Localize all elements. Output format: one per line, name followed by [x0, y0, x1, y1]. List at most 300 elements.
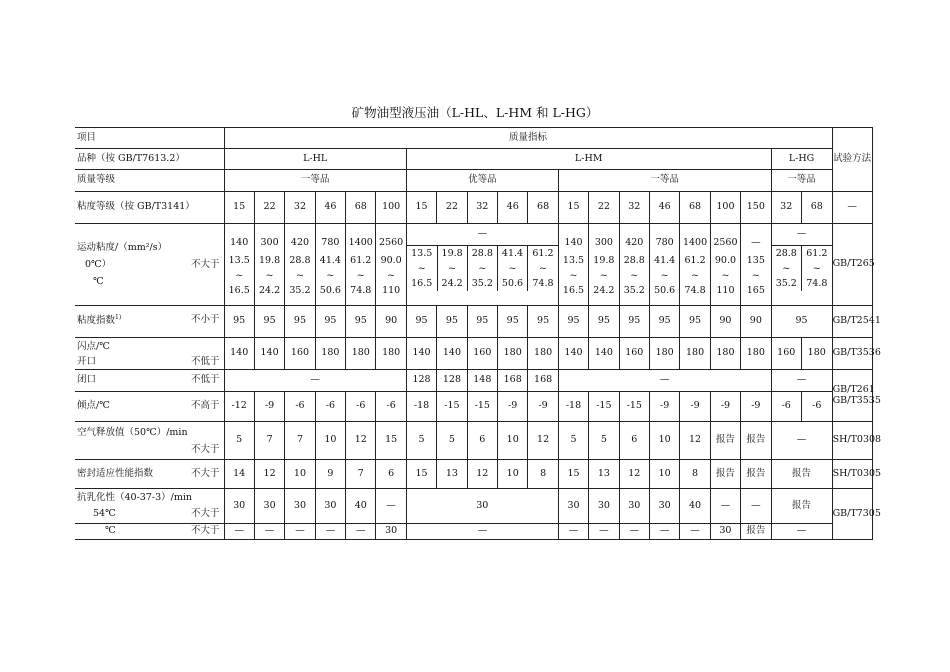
viscosity-min: 19.8 [593, 254, 615, 266]
method-cell: GB/T265 [832, 224, 872, 306]
header-row-grade [75, 170, 872, 192]
dash-cell: — [771, 524, 832, 540]
viscosity-40c: — [751, 236, 761, 248]
viscosity-min: 13.5 [411, 247, 433, 259]
viscosity-max: 50.6 [319, 284, 341, 296]
emul-cell: 30 [710, 524, 740, 540]
viscosity-min: 41.4 [319, 254, 341, 266]
viscosity-min: 135 [746, 254, 765, 266]
vi-cell: 95 [558, 306, 588, 338]
method-cell: GB/T2541 [832, 306, 872, 338]
emul-cell: — [315, 524, 345, 540]
viscosity-range-cell [315, 224, 345, 306]
viscosity-min: 19.8 [259, 254, 281, 266]
seal-index-row [75, 460, 872, 489]
vi-cell: 95 [589, 306, 619, 338]
emul-cell: 30 [558, 489, 588, 524]
viscosity-range-cell [772, 245, 802, 291]
seal-cell: 13 [437, 460, 467, 489]
air-cell: 5 [437, 422, 467, 460]
viscosity-max: 110 [382, 284, 401, 296]
flash-closed-label [75, 370, 224, 392]
viscosity-grade-cell: 68 [680, 192, 710, 224]
emul-r1-limit: 不大于 [190, 508, 220, 519]
emul-cell: — [741, 489, 771, 524]
kinematic-label-temp2: ℃ [93, 276, 104, 287]
pour-cell: -6 [801, 392, 832, 422]
flash-open-cell: 140 [224, 338, 254, 370]
vi-cell: 95 [619, 306, 649, 338]
flash-open-cell: 180 [498, 338, 528, 370]
flash-closed-row [75, 370, 872, 392]
seal-cell: 12 [254, 460, 284, 489]
demulsibility-row-2 [75, 524, 872, 540]
grade-label: 质量等级 [75, 170, 224, 192]
emul-cell: 30 [254, 489, 284, 524]
emul-cell: — [710, 489, 740, 524]
flash-open-cell: 180 [649, 338, 679, 370]
viscosity-40c: 420 [625, 236, 644, 248]
viscosity-grade-cell: 46 [498, 192, 528, 224]
viscosity-40c: 780 [321, 236, 340, 248]
kinematic-viscosity-label [75, 224, 224, 306]
viscosity-max: 74.8 [684, 284, 706, 296]
item-label: 项目 [75, 128, 224, 149]
viscosity-min: 41.4 [501, 247, 524, 259]
pour-cell: -15 [467, 392, 497, 422]
method-cell: GB/T3536 [832, 338, 872, 370]
viscosity-range-cell [741, 224, 771, 306]
viscosity-40c: 1400 [682, 236, 708, 248]
seal-cell: 10 [285, 460, 315, 489]
viscosity-range-cell [285, 224, 315, 306]
viscosity-min: 13.5 [562, 254, 585, 266]
vi-cell: 95 [315, 306, 345, 338]
emul-cell: — [224, 524, 254, 540]
seal-cell: 15 [558, 460, 588, 489]
emul-cell: 30 [406, 489, 558, 524]
viscosity-range-cell [619, 224, 649, 306]
air-cell: 15 [376, 422, 406, 460]
viscosity-range-cell [802, 245, 832, 291]
method-pour-point: GB/T3535 [832, 394, 881, 406]
viscosity-grade-cell: 46 [315, 192, 345, 224]
emul-cell: 30 [376, 524, 406, 540]
air-release-label [75, 422, 224, 460]
vi-cell: 95 [528, 306, 558, 338]
kinematic-viscosity-row [75, 224, 872, 306]
viscosity-40c: 300 [260, 236, 279, 248]
pour-cell: -15 [619, 392, 649, 422]
viscosity-min: 41.4 [654, 254, 676, 266]
viscosity-40c: 140 [230, 236, 249, 248]
air-cell: 6 [619, 422, 649, 460]
flash-open-cell: 160 [771, 338, 801, 370]
emul-label: 抗乳化性（40-37-3）/min [77, 492, 193, 503]
vi-cell: 95 [346, 306, 376, 338]
emul-cell: 30 [285, 489, 315, 524]
flash-open-cell: 140 [558, 338, 588, 370]
viscosity-max: 74.8 [806, 277, 828, 289]
tilde-sign: ~ [478, 262, 487, 274]
flash-open-row [75, 338, 872, 370]
pour-point-row [75, 392, 872, 422]
air-limit: 不大于 [190, 443, 220, 455]
viscosity-grade-cell: 68 [346, 192, 376, 224]
tilde-sign: ~ [691, 269, 700, 281]
demulsibility-row-1 [75, 489, 872, 524]
grade-hm-superior: 优等品 [406, 170, 558, 192]
viscosity-grade-cell: 150 [741, 192, 771, 224]
viscosity-range-cell [224, 224, 254, 306]
flash-open-cell: 180 [528, 338, 558, 370]
emul-cell: 30 [619, 489, 649, 524]
air-cell: 12 [528, 422, 558, 460]
viscosity-min: 28.8 [775, 247, 797, 259]
viscosity-range-cell [437, 245, 467, 291]
tilde-sign: ~ [812, 262, 821, 274]
viscosity-min: 61.2 [806, 247, 828, 259]
pour-cell: -15 [589, 392, 619, 422]
emul-cell: 30 [224, 489, 254, 524]
flash-closed-cell: 128 [437, 370, 467, 392]
viscosity-40c: 300 [594, 236, 613, 248]
viscosity-grade-cell: 32 [467, 192, 497, 224]
vi-label: 粘度指数 [77, 315, 116, 327]
vi-cell: 95 [498, 306, 528, 338]
vi-cell: 95 [680, 306, 710, 338]
viscosity-grade-cell: 68 [528, 192, 558, 224]
viscosity-min: 61.2 [532, 247, 554, 259]
seal-cell: 14 [224, 460, 254, 489]
seal-cell: 6 [376, 460, 406, 489]
air-cell: 12 [346, 422, 376, 460]
method-cell [832, 370, 881, 422]
flash-closed-cell: 148 [467, 370, 497, 392]
air-cell: 10 [315, 422, 345, 460]
grade-hg: 一等品 [771, 170, 832, 192]
dash-cell: — [406, 524, 558, 540]
viscosity-max: 16.5 [411, 277, 433, 289]
dash-cell: — [771, 422, 832, 460]
tilde-sign: ~ [265, 269, 274, 281]
document-title: 矿物油型液压油（L-HL、L-HM 和 L-HG） [351, 105, 599, 120]
vi-cell: 90 [710, 306, 740, 338]
kinematic-label-limit: 不大于 [190, 259, 220, 270]
flash-open-cell: 160 [467, 338, 497, 370]
viscosity-40c: 780 [655, 236, 674, 248]
pour-cell: -9 [528, 392, 558, 422]
viscosity-range-cell [467, 245, 497, 291]
vi-cell: 90 [376, 306, 406, 338]
vi-limit: 不小于 [190, 314, 220, 326]
seal-cell: 8 [528, 460, 558, 489]
seal-index-label [75, 460, 224, 489]
viscosity-grade-cell: 15 [558, 192, 588, 224]
flash-closed-cell: 168 [498, 370, 528, 392]
vi-cell: 95 [437, 306, 467, 338]
viscosity-min: 90.0 [714, 254, 737, 266]
viscosity-40c: 2560 [713, 236, 738, 248]
viscosity-range-cell [376, 224, 406, 306]
emul-r2-limit: 不大于 [190, 525, 220, 537]
viscosity-range-cell [680, 224, 710, 306]
emul-cell: 报告 [741, 524, 771, 540]
air-cell: 10 [649, 422, 679, 460]
tilde-sign: ~ [387, 269, 396, 281]
seal-cell: 报告 [710, 460, 740, 489]
air-cell: 5 [406, 422, 436, 460]
viscosity-max: 110 [716, 284, 735, 296]
tilde-sign: ~ [448, 262, 457, 274]
open-limit: 不低于 [190, 355, 220, 367]
emul-cell: — [680, 524, 710, 540]
vi-cell: 95 [771, 306, 832, 338]
seal-label: 密封适应性能指数 [77, 467, 154, 479]
seal-cell: 9 [315, 460, 345, 489]
flash-label: 闪点/℃ [77, 340, 110, 352]
demulsibility-label-2 [75, 524, 224, 540]
pour-cell: -9 [254, 392, 284, 422]
viscosity-hg-group [771, 224, 832, 306]
viscosity-grade-cell: 46 [649, 192, 679, 224]
viscosity-min: 28.8 [289, 254, 311, 266]
closed-limit: 不低于 [190, 374, 220, 386]
seal-cell: 13 [589, 460, 619, 489]
viscosity-grade-label: 粘度等级（按 GB/T3141） [75, 192, 224, 224]
viscosity-min: 61.2 [350, 254, 372, 266]
seal-cell: 报告 [771, 460, 832, 489]
viscosity-max: 35.2 [623, 284, 645, 296]
emul-cell: — [649, 524, 679, 540]
viscosity-max: 35.2 [289, 284, 311, 296]
emul-cell: 40 [346, 489, 376, 524]
viscosity-range-cell [649, 224, 679, 306]
air-cell: 5 [224, 422, 254, 460]
viscosity-max: 16.5 [228, 284, 250, 296]
vi-cell: 95 [285, 306, 315, 338]
dash-cell: — [771, 370, 832, 392]
viscosity-grade-cell: 22 [589, 192, 619, 224]
tilde-sign: ~ [508, 262, 517, 274]
type-hm: L-HM [406, 149, 771, 170]
air-cell: 10 [498, 422, 528, 460]
seal-cell: 15 [406, 460, 436, 489]
kinematic-label-main: 运动粘度/（mm²/s） [77, 242, 168, 253]
vi-cell: 95 [406, 306, 436, 338]
emul-cell: — [619, 524, 649, 540]
viscosity-grade-cell: 15 [224, 192, 254, 224]
air-cell: 6 [467, 422, 497, 460]
viscosity-min: 13.5 [228, 254, 250, 266]
emul-cell: — [346, 524, 376, 540]
open-label: 开口 [77, 355, 97, 367]
emul-cell: 40 [680, 489, 710, 524]
header-row-item [75, 128, 872, 149]
tilde-sign: ~ [660, 269, 669, 281]
type-hg: L-HG [771, 149, 832, 170]
emul-cell: 30 [649, 489, 679, 524]
emul-cell: 30 [315, 489, 345, 524]
flash-closed-cell: 168 [528, 370, 558, 392]
test-method-header: 试验方法 [832, 128, 872, 192]
flash-closed-cell: 128 [406, 370, 436, 392]
viscosity-grade-cell: 32 [285, 192, 315, 224]
viscosity-range-cell [346, 224, 376, 306]
seal-cell: 12 [619, 460, 649, 489]
seal-cell: 报告 [741, 460, 771, 489]
pour-limit: 不高于 [190, 400, 220, 412]
flash-open-cell: 140 [254, 338, 284, 370]
method-cell: GB/T7305 [832, 489, 872, 540]
vi-cell: 90 [741, 306, 771, 338]
viscosity-hm-superior-group [406, 224, 558, 306]
tilde-sign: ~ [630, 269, 639, 281]
dash-cell: — [772, 224, 832, 245]
viscosity-range-cell [407, 245, 437, 291]
viscosity-grade-row [75, 192, 872, 224]
viscosity-range-cell [710, 224, 740, 306]
emul-r2-label: ℃ [105, 525, 116, 537]
spec-table [75, 127, 882, 540]
flash-open-cell: 140 [437, 338, 467, 370]
viscosity-max: 50.6 [501, 277, 524, 289]
flash-open-cell: 180 [346, 338, 376, 370]
air-cell: 5 [558, 422, 588, 460]
viscosity-40c: 140 [564, 236, 583, 248]
tilde-sign: ~ [326, 269, 335, 281]
viscosity-range-cell [254, 224, 284, 306]
pour-cell: -9 [649, 392, 679, 422]
viscosity-min: 90.0 [380, 254, 402, 266]
air-cell: 12 [680, 422, 710, 460]
flash-open-cell: 140 [589, 338, 619, 370]
tilde-sign: ~ [599, 269, 608, 281]
tilde-sign: ~ [569, 269, 578, 281]
flash-open-cell: 180 [376, 338, 406, 370]
viscosity-grade-cell: 15 [406, 192, 436, 224]
air-cell: 7 [285, 422, 315, 460]
pour-point-label [75, 392, 224, 422]
viscosity-range-cell [558, 224, 588, 306]
pour-cell: -9 [680, 392, 710, 422]
flash-open-cell: 180 [710, 338, 740, 370]
flash-open-cell: 160 [285, 338, 315, 370]
viscosity-index-label [75, 306, 224, 338]
flash-open-cell: 180 [315, 338, 345, 370]
viscosity-min: 61.2 [684, 254, 706, 266]
header-row-variety [75, 149, 872, 170]
pour-cell: -12 [224, 392, 254, 422]
vi-cell: 95 [467, 306, 497, 338]
pour-cell: -18 [558, 392, 588, 422]
type-hl: L-HL [224, 149, 406, 170]
viscosity-range-cell [589, 224, 619, 306]
emul-cell: — [254, 524, 284, 540]
tilde-sign: ~ [751, 269, 760, 281]
viscosity-max: 74.8 [350, 284, 372, 296]
seal-cell: 7 [346, 460, 376, 489]
pour-cell: -6 [771, 392, 801, 422]
viscosity-range-cell [528, 245, 558, 291]
viscosity-min: 19.8 [441, 247, 463, 259]
seal-cell: 10 [498, 460, 528, 489]
air-release-row [75, 422, 872, 460]
closed-label: 闭口 [77, 374, 97, 386]
viscosity-grade-cell: 22 [254, 192, 284, 224]
air-label: 空气释放值（50℃）/min [77, 426, 188, 438]
flash-open-cell: 180 [680, 338, 710, 370]
viscosity-max: 165 [746, 284, 765, 296]
kinematic-label-temp: 0℃） [85, 259, 112, 270]
viscosity-grade-cell: 68 [801, 192, 832, 224]
air-cell: 报告 [741, 422, 771, 460]
seal-cell: 8 [680, 460, 710, 489]
tilde-sign: ~ [295, 269, 304, 281]
pour-cell: -15 [437, 392, 467, 422]
air-cell: 5 [589, 422, 619, 460]
emul-cell: — [558, 524, 588, 540]
pour-cell: -6 [315, 392, 345, 422]
seal-limit: 不大于 [190, 467, 220, 479]
quality-indicator-header: 质量指标 [224, 128, 832, 149]
viscosity-grade-cell: 32 [771, 192, 801, 224]
vi-cell: 95 [224, 306, 254, 338]
pour-cell: -6 [285, 392, 315, 422]
viscosity-min: 28.8 [471, 247, 493, 259]
method-cell: SH/T0308 [832, 422, 872, 460]
flash-open-cell: 140 [406, 338, 436, 370]
seal-cell: 12 [467, 460, 497, 489]
demulsibility-label [75, 489, 224, 524]
variety-label: 品种（按 GB/T7613.2） [75, 149, 224, 170]
tilde-sign: ~ [538, 262, 547, 274]
seal-cell: 10 [649, 460, 679, 489]
flash-open-label [75, 338, 224, 370]
air-cell: 报告 [710, 422, 740, 460]
viscosity-index-row [75, 306, 872, 338]
dash-cell: — [224, 370, 406, 392]
viscosity-max: 16.5 [562, 284, 585, 296]
viscosity-grade-cell: 100 [376, 192, 406, 224]
flash-open-cell: 160 [619, 338, 649, 370]
viscosity-40c: 420 [290, 236, 310, 248]
vi-cell: 95 [649, 306, 679, 338]
viscosity-grade-cell: 22 [437, 192, 467, 224]
emul-cell: 报告 [771, 489, 832, 524]
viscosity-40c: 2560 [379, 236, 404, 248]
tilde-sign: ~ [782, 262, 791, 274]
dash-cell: — [558, 370, 771, 392]
viscosity-max: 50.6 [654, 284, 676, 296]
vi-cell: 95 [254, 306, 284, 338]
viscosity-max: 74.8 [532, 277, 554, 289]
flash-open-cell: 180 [741, 338, 771, 370]
viscosity-range-cell [497, 245, 527, 291]
tilde-sign: ~ [235, 269, 244, 281]
pour-cell: -9 [741, 392, 771, 422]
emul-cell: — [589, 524, 619, 540]
emul-r1-label: 54℃ [93, 508, 116, 519]
tilde-sign: ~ [417, 262, 426, 274]
pour-cell: -9 [498, 392, 528, 422]
viscosity-40c: 1400 [348, 236, 373, 248]
pour-cell: -6 [376, 392, 406, 422]
grade-hl: 一等品 [224, 170, 406, 192]
dash-cell: — [407, 224, 558, 245]
pour-cell: -18 [406, 392, 436, 422]
emul-cell: — [285, 524, 315, 540]
